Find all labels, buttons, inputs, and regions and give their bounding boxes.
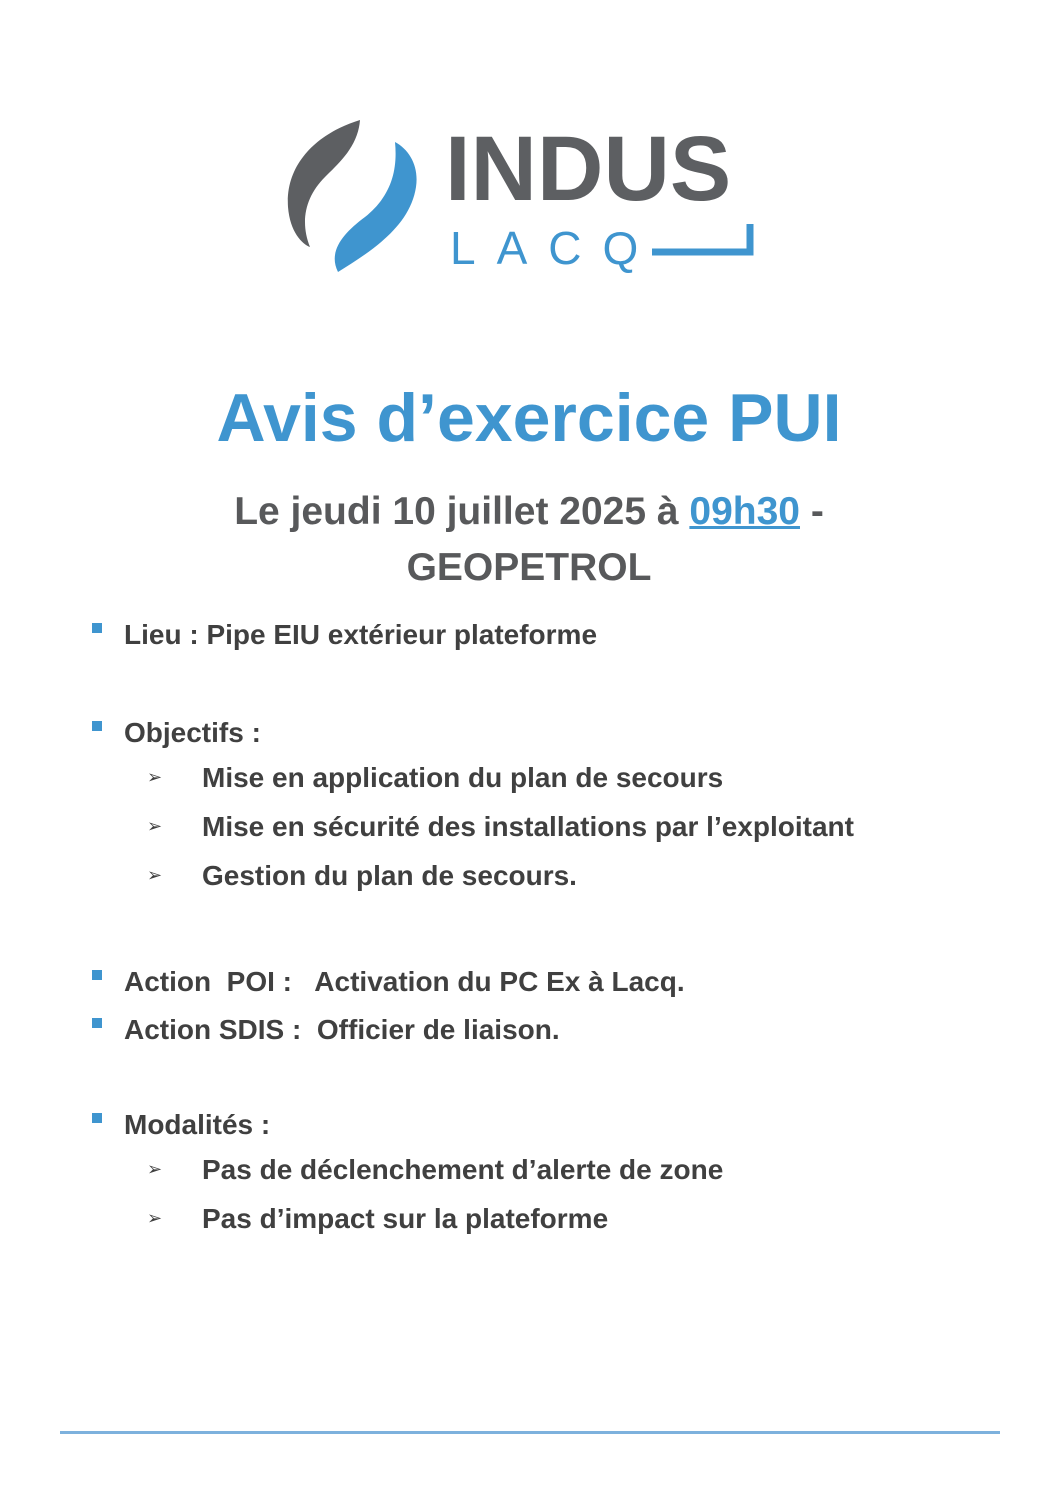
- arrow-bullet-icon: ➢: [147, 767, 163, 787]
- date-prefix: Le jeudi 10 juillet 2025 à: [234, 490, 690, 533]
- square-bullet-icon: [92, 1113, 102, 1123]
- logo-blue-swoosh: [335, 142, 417, 272]
- exercise-date-line: [0, 484, 1058, 596]
- list-item: ➢ Gestion du plan de secours.: [147, 859, 577, 891]
- action-sdis-text: Action SDIS : Officier de liaison.: [124, 1014, 560, 1045]
- date-suffix: -: [799, 490, 824, 533]
- site-name: GEOPETROL: [406, 546, 652, 589]
- svg-text:LACQ: LACQ: [450, 222, 660, 274]
- section-actions: [92, 958, 685, 1054]
- arrow-bullet-icon: ➢: [147, 1159, 163, 1179]
- square-bullet-icon: [92, 1018, 102, 1028]
- section-modalites: [92, 1105, 723, 1243]
- footer-divider: [60, 1431, 1000, 1434]
- list-item: ➢ Mise en application du plan de secours: [147, 761, 724, 793]
- objectifs-label: Objectifs :: [124, 717, 261, 748]
- square-bullet-icon: [92, 721, 102, 731]
- square-bullet-icon: [92, 970, 102, 980]
- list-item: ➢ Pas de déclenchement d’alerte de zone: [147, 1153, 724, 1185]
- logo-bracket: [652, 224, 750, 252]
- svg-text:INDUS: INDUS: [445, 118, 732, 220]
- lieu-text: Lieu : Pipe EIU extérieur plateforme: [124, 619, 598, 650]
- arrow-bullet-icon: ➢: [147, 816, 163, 836]
- arrow-bullet-icon: ➢: [147, 1208, 163, 1228]
- time-link[interactable]: 09h30: [689, 490, 800, 533]
- list-item: ➢ Pas d’impact sur la plateforme: [147, 1202, 609, 1234]
- action-poi-text: Action POI : Activation du PC Ex à Lacq.: [124, 966, 685, 997]
- square-bullet-icon: [92, 623, 102, 633]
- page-title: Avis d’exercice PUI: [216, 380, 842, 456]
- list-item: ➢ Mise en sécurité des installations par l’exploitant: [147, 810, 854, 842]
- section-objectifs: [92, 713, 854, 900]
- modalites-label: Modalités :: [124, 1109, 271, 1140]
- logo-grey-swoosh: [288, 120, 360, 247]
- section-lieu: [92, 615, 597, 655]
- indus-lacq-logo: [280, 112, 770, 282]
- arrow-bullet-icon: ➢: [147, 865, 163, 885]
